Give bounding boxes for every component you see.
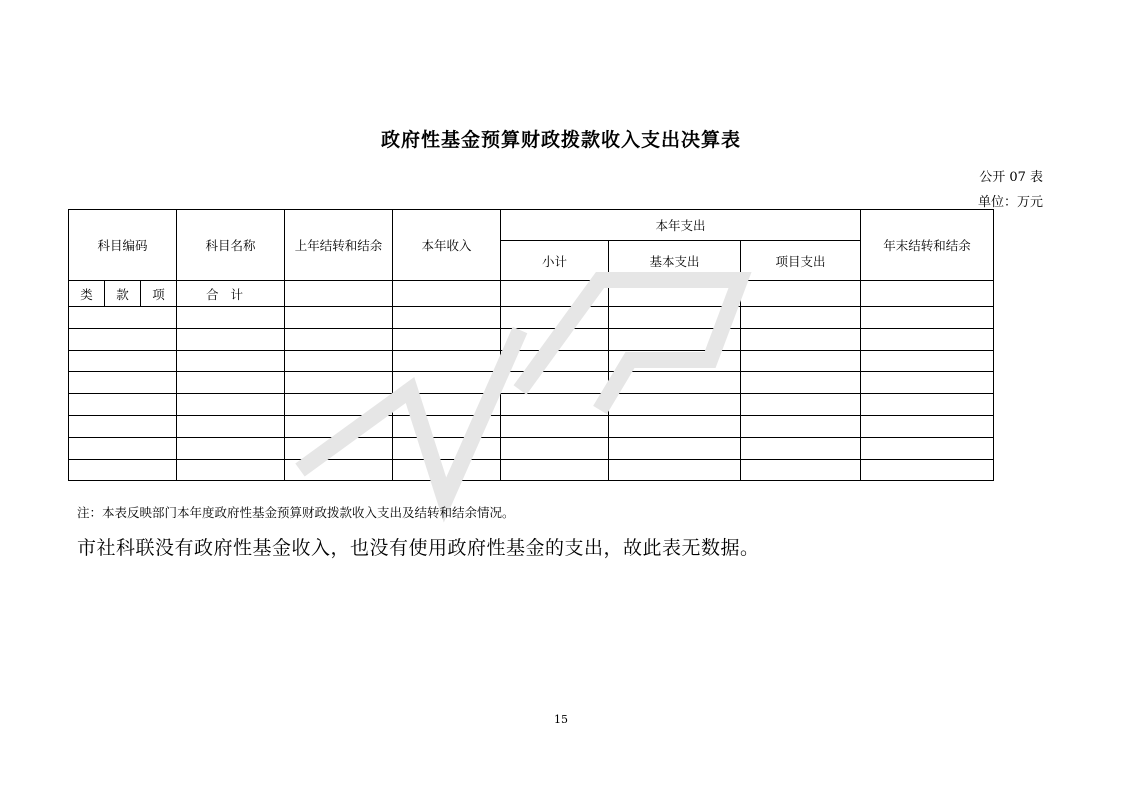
empty-rows — [69, 307, 994, 481]
table-cell — [861, 459, 994, 481]
no-data-statement: 市社科联没有政府性基金收入，也没有使用政府性基金的支出，故此表无数据。 — [77, 537, 760, 559]
table-cell — [609, 437, 741, 459]
table-cell — [861, 281, 994, 307]
document-title: 政府性基金预算财政拨款收入支出决算表 — [380, 129, 741, 151]
table-cell — [285, 437, 393, 459]
table-cell — [501, 459, 609, 481]
table-cell — [177, 307, 285, 329]
table-row — [69, 415, 994, 437]
table-row — [69, 459, 994, 481]
table-cell — [69, 350, 177, 372]
table-cell — [609, 307, 741, 329]
table-cell — [285, 307, 393, 329]
table-cell — [609, 394, 741, 416]
header-current-expenditure: 本年支出 — [501, 210, 861, 241]
table-cell — [285, 350, 393, 372]
unit-label: 单位：万元 — [977, 195, 1043, 210]
budget-table — [68, 209, 994, 481]
table-row — [69, 350, 994, 372]
table-cell — [285, 328, 393, 350]
header-prev-year-balance: 上年结转和结余 — [285, 210, 393, 281]
table-cell — [609, 372, 741, 394]
code-category: 类 — [80, 286, 93, 302]
table-cell — [69, 437, 177, 459]
header-subject-name: 科目名称 — [177, 210, 285, 281]
table-cell — [393, 372, 501, 394]
table-cell — [393, 328, 501, 350]
table-cell — [177, 328, 285, 350]
table-cell — [69, 372, 177, 394]
table-row — [69, 372, 994, 394]
table-cell — [393, 350, 501, 372]
table-cell — [609, 328, 741, 350]
table-cell — [69, 307, 177, 329]
table-cell — [741, 415, 861, 437]
table-row — [69, 437, 994, 459]
table-cell — [501, 415, 609, 437]
table-cell — [741, 328, 861, 350]
table-cell — [393, 415, 501, 437]
code-section: 款 — [104, 281, 140, 306]
table-cell — [741, 394, 861, 416]
table-row — [69, 394, 994, 416]
page-number: 15 — [554, 713, 568, 726]
table-cell — [741, 281, 861, 307]
table-cell — [501, 328, 609, 350]
table-cell — [285, 459, 393, 481]
table-cell — [609, 459, 741, 481]
table-cell — [861, 437, 994, 459]
table-cell — [177, 415, 285, 437]
header-subject-code: 科目编码 — [69, 210, 177, 281]
table-cell — [741, 350, 861, 372]
table-row — [69, 328, 994, 350]
table-cell — [861, 372, 994, 394]
table-cell — [285, 394, 393, 416]
code-parts-cell — [69, 281, 177, 307]
table-cell — [69, 394, 177, 416]
header-year-end-balance: 年末结转和结余 — [861, 210, 994, 281]
header-project-expenditure: 项目支出 — [741, 241, 861, 281]
table-cell — [861, 307, 994, 329]
total-label: 合计 — [177, 281, 285, 307]
table-cell — [177, 394, 285, 416]
header-basic-expenditure: 基本支出 — [609, 241, 741, 281]
table-cell — [393, 307, 501, 329]
code-item: 项 — [140, 281, 176, 306]
header-current-income: 本年收入 — [393, 210, 501, 281]
table-cell — [177, 372, 285, 394]
table-cell — [501, 350, 609, 372]
table-cell — [861, 415, 994, 437]
table-cell — [177, 459, 285, 481]
table-cell — [861, 394, 994, 416]
table-cell — [393, 459, 501, 481]
table-cell — [501, 437, 609, 459]
form-number: 公开 07 表 — [979, 170, 1043, 185]
table-cell — [501, 307, 609, 329]
table-cell — [741, 372, 861, 394]
table-cell — [69, 415, 177, 437]
table-cell — [285, 415, 393, 437]
table-cell — [741, 437, 861, 459]
table-cell — [177, 437, 285, 459]
header-subtotal: 小计 — [501, 241, 609, 281]
table-cell — [69, 328, 177, 350]
table-cell — [609, 350, 741, 372]
table-cell — [285, 281, 393, 307]
table-cell — [609, 415, 741, 437]
table-cell — [393, 394, 501, 416]
table-cell — [501, 281, 609, 307]
table-cell — [393, 437, 501, 459]
table-cell — [609, 281, 741, 307]
table-cell — [501, 394, 609, 416]
table-cell — [285, 372, 393, 394]
table-cell — [69, 459, 177, 481]
table-cell — [177, 350, 285, 372]
total-row — [69, 281, 994, 307]
table-cell — [741, 459, 861, 481]
table-cell — [393, 281, 501, 307]
table-cell — [861, 350, 994, 372]
table-cell — [501, 372, 609, 394]
table-row — [69, 307, 994, 329]
table-cell — [741, 307, 861, 329]
table-note: 注：本表反映部门本年度政府性基金预算财政拨款收入支出及结转和结余情况。 — [77, 505, 515, 520]
table-cell — [861, 328, 994, 350]
